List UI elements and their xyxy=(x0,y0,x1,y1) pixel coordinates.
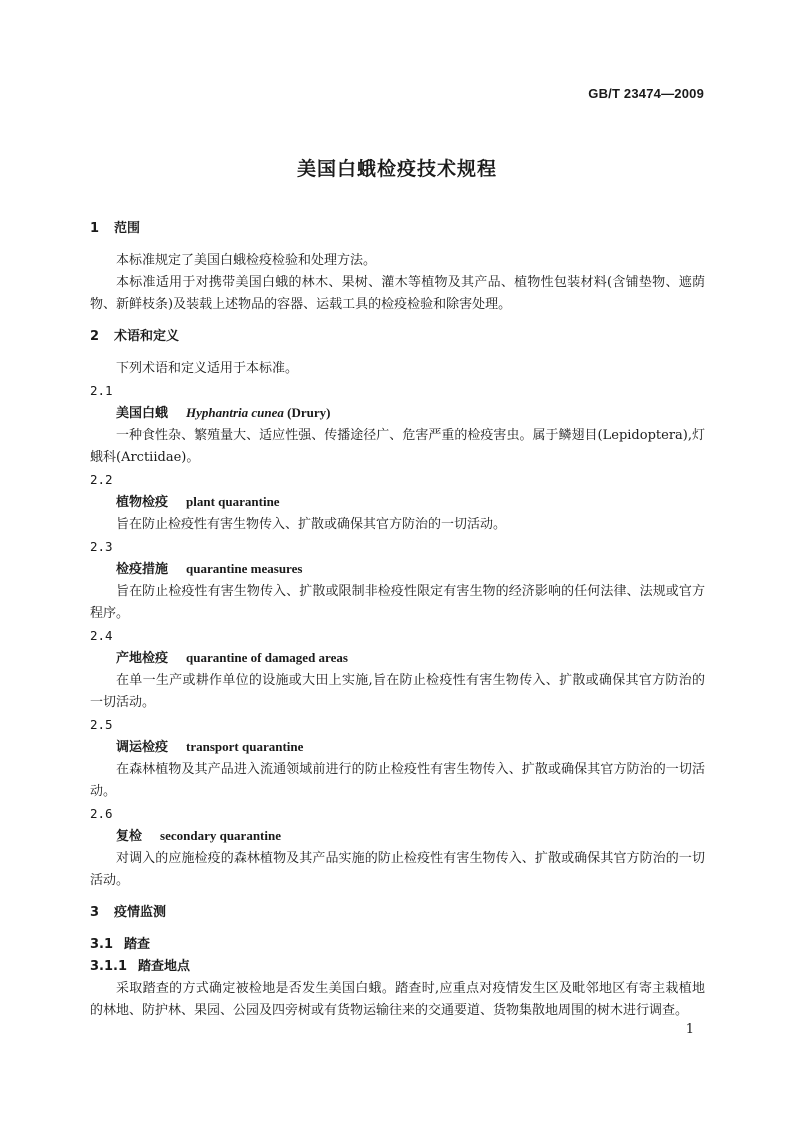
term-entry xyxy=(90,491,705,514)
term-number: 2.3 xyxy=(90,539,113,554)
term-chinese: 调运检疫 xyxy=(116,740,169,755)
term-number: 2.5 xyxy=(90,717,113,732)
term-definition: 在单一生产或耕作单位的设施或大田上实施,旨在防止检疫性有害生物传入、扩散或确保其官方防治的一切活动。 xyxy=(90,673,705,710)
term-number: 2.2 xyxy=(90,472,113,487)
term-definition: 对调入的应施检疫的森林植物及其产品实施的防止检疫性有害生物传入、扩散或确保其官方防治的一切活动。 xyxy=(90,851,705,888)
term-latin-name: Hyphantria cunea xyxy=(186,405,284,420)
subsection-3-1-1-heading xyxy=(90,956,705,978)
document-code: GB/T 23474—2009 xyxy=(588,86,704,101)
term-english: quarantine of damaged areas xyxy=(186,650,348,665)
term-entry xyxy=(90,825,705,848)
section-2-heading xyxy=(90,326,705,348)
page-title: 美国白蛾检疫技术规程 xyxy=(296,158,497,180)
term-number: 2.4 xyxy=(90,628,113,643)
paragraph: 下列术语和定义适用于本标准。 xyxy=(116,361,299,376)
page-number: 1 xyxy=(685,1022,694,1037)
term-english: plant quarantine xyxy=(186,494,280,509)
term-definition: 旨在防止检疫性有害生物传入、扩散或限制非检疫性限定有害生物的经济影响的任何法律、法规或官方程序。 xyxy=(90,584,705,621)
term-entry xyxy=(90,402,705,425)
paragraph: 本标准适用于对携带美国白蛾的林木、果树、灌木等植物及其产品、植物性包装材料(含铺垫物、遮荫物、新鲜枝条)及装载上述物品的容器、运载工具的检疫检验和除害处理。 xyxy=(90,275,705,312)
term-entry xyxy=(90,558,705,581)
term-english: secondary quarantine xyxy=(160,828,281,843)
term-definition: 一种食性杂、繁殖量大、适应性强、传播途径广、危害严重的检疫害虫。属于鳞翅目(Lepidoptera),灯蛾科(Arctiidae)。 xyxy=(90,428,705,465)
term-chinese: 美国白蛾 xyxy=(116,406,169,421)
term-english: transport quarantine xyxy=(186,739,304,754)
subsection-3-1-heading xyxy=(90,934,705,956)
section-number: 3 xyxy=(90,905,100,920)
section-title: 疫情监测 xyxy=(114,905,167,920)
section-3-heading xyxy=(90,902,705,924)
term-definition: 旨在防止检疫性有害生物传入、扩散或确保其官方防治的一切活动。 xyxy=(116,517,507,532)
term-definition: 在森林植物及其产品进入流通领域前进行的防止检疫性有害生物传入、扩散或确保其官方防治的一切活动。 xyxy=(90,762,705,799)
paragraph: 本标准规定了美国白蛾检疫检验和处理方法。 xyxy=(116,253,377,268)
term-chinese: 产地检疫 xyxy=(116,651,169,666)
section-number: 3.1 xyxy=(90,937,114,952)
section-title: 踏查地点 xyxy=(138,959,191,974)
term-entry xyxy=(90,736,705,759)
term-chinese: 复检 xyxy=(116,829,143,844)
term-chinese: 检疫措施 xyxy=(116,562,169,577)
section-number: 1 xyxy=(90,221,100,236)
paragraph: 采取踏查的方式确定被检地是否发生美国白蛾。踏查时,应重点对疫情发生区及毗邻地区有寄主栽植地的林地、防护林、果园、公园及四旁树或有货物运输往来的交通要道、货物集散地周围的树木进行调查。 xyxy=(90,981,705,1018)
document-body xyxy=(90,218,705,1022)
term-entry xyxy=(90,647,705,670)
term-chinese: 植物检疫 xyxy=(116,495,169,510)
term-author: (Drury) xyxy=(287,405,331,420)
section-number: 3.1.1 xyxy=(90,959,128,974)
section-title: 术语和定义 xyxy=(114,329,180,344)
term-number: 2.1 xyxy=(90,383,113,398)
term-english xyxy=(186,405,330,420)
term-number: 2.6 xyxy=(90,806,113,821)
section-1-heading xyxy=(90,218,705,240)
term-english: quarantine measures xyxy=(186,561,303,576)
section-number: 2 xyxy=(90,329,100,344)
section-title: 范围 xyxy=(114,221,141,236)
section-title: 踏查 xyxy=(124,937,151,952)
